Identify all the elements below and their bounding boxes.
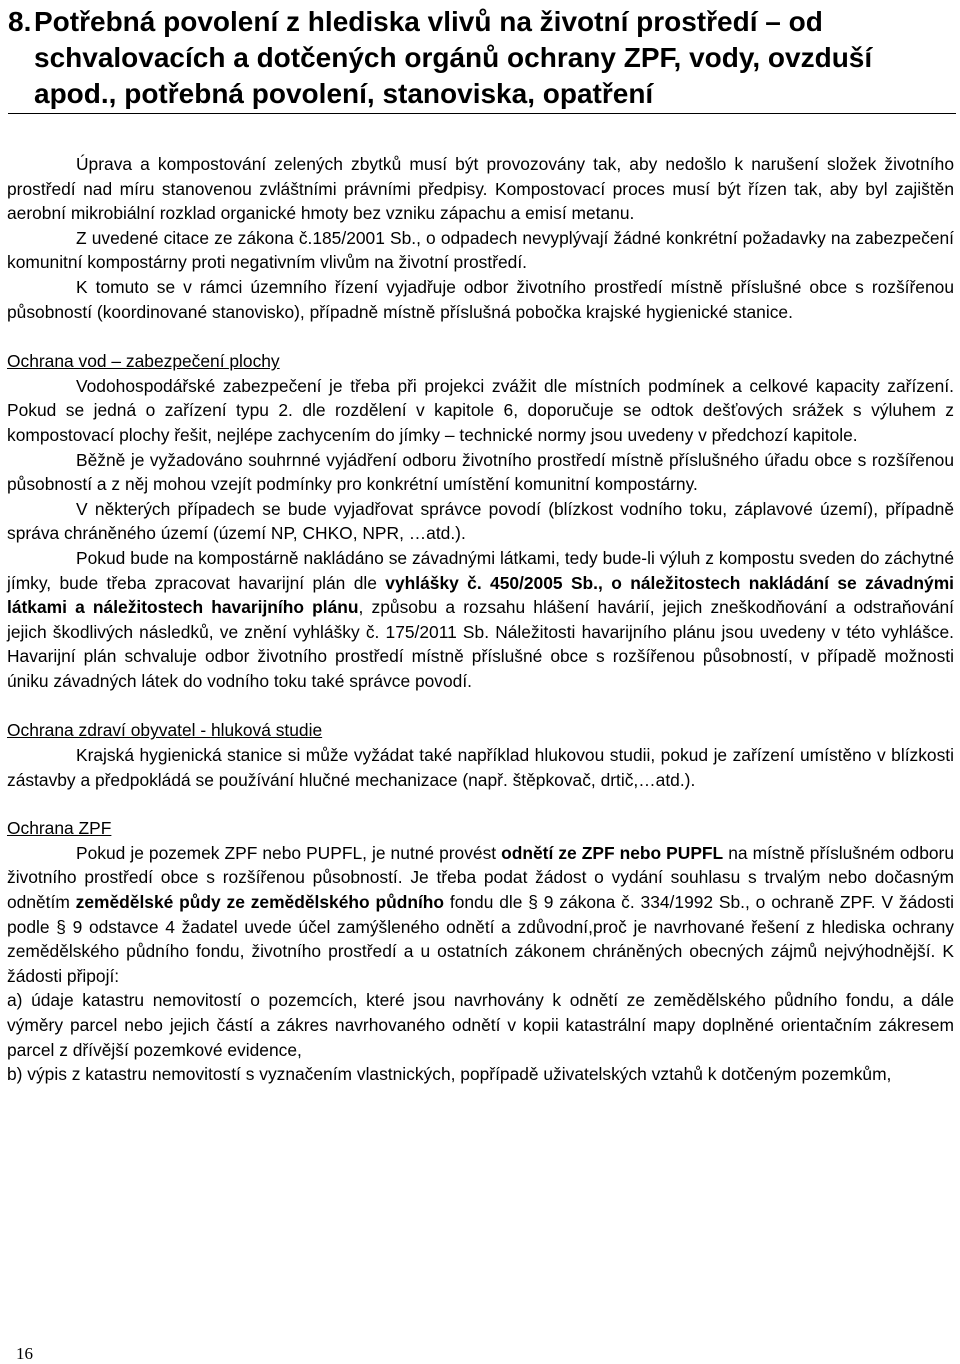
water-paragraph-1: Vodohospodářské zabezpečení je třeba při projekci zvážit dle místních podmínek a celkové kapacity zařízení. Pokud se jedná o zařízení typu 2. dle rozdělení v kapitole 6, doporučuje se odtok dešťových srážek s výluhem z kompostovací plochy řešit, nejlépe zachycením do jímky – technické normy jsou uvedeny v předchozí kapitole. xyxy=(7,375,954,445)
zpf-p1-bold-1: odnětí ze ZPF nebo PUPFL xyxy=(501,842,724,863)
intro-paragraph-1: Úprava a kompostování zelených zbytků musí být provozovány tak, aby nedošlo k narušení složek životního prostředí nad míru stanovenou zvláštními právními předpisy. Kompostovací proces musí být řízen tak, aby byl zajištěn aerobní mikrobiální rozklad organické hmoty bez vzniku zápachu a emisí metanu. xyxy=(7,154,954,224)
page-number: 16 xyxy=(16,1344,33,1363)
zpf-paragraph-1 xyxy=(7,841,954,989)
document-body xyxy=(7,152,954,1087)
subheading-zpf: Ochrana ZPF xyxy=(7,818,112,839)
water-p4-bold: vyhlášky č. 450/2005 Sb., o náležitostech nakládání se závadnými látkami a náležitostech havarijního plánu xyxy=(7,572,954,618)
section-number: 8. xyxy=(8,6,32,37)
zpf-p1-text-e: fondu dle § 9 zákona č. 334/1992 Sb., o ochraně ZPF. V žádosti podle § 9 odstavce 4 žadatel uvede účel zamýšleného odnětí a zdůvodní,proč je navrhované řešení z hlediska ochrany zemědělského půdního fondu, životního prostředí a u ostatních zákonem chráněných obecných zájmů nejvýhodnější. K žádosti připojí: xyxy=(7,892,954,986)
water-paragraph-3: V některých případech se bude vyjadřovat správce povodí (blízkost vodního toku, záplavové území), případně správa chráněného území (území NP, CHKO, NPR, …atd.). xyxy=(7,498,954,544)
intro-paragraph-2: Z uvedené citace ze zákona č.185/2001 Sb., o odpadech nevyplývají žádné konkrétní požadavky na zabezpečení komunitní kompostárny proti negativním vlivům na životní prostředí. xyxy=(7,227,954,273)
health-paragraph-1: Krajská hygienická stanice si může vyžádat také například hlukovou studii, pokud je zařízení umístěno v blízkosti zástavby a předpokládá se používání hlučné mechanizace (např. štěpkovač, drtič,…atd.). xyxy=(7,745,954,790)
zpf-list-item-b: b) výpis z katastru nemovitostí s vyznačením vlastnických, popřípadě uživatelských vztahů k dotčeným pozemkům, xyxy=(7,1064,892,1085)
water-paragraph-4 xyxy=(7,546,954,694)
section-title: Potřebná povolení z hlediska vlivů na životní prostředí – od schvalovacích a dotčených orgánů ochrany ZPF, vody, ovzduší apod., potřebná povolení, stanoviska, opatření xyxy=(34,6,873,109)
zpf-p1-text-a: Pokud je pozemek ZPF nebo PUPFL, je nutné provést xyxy=(76,842,502,863)
water-paragraph-2: Běžně je vyžadováno souhrnné vyjádření odboru životního prostředí místně příslušného úřadu obce s rozšířenou působností a z něj mohou vzejít podmínky pro konkrétní umístění komunitní kompostárny. xyxy=(7,449,954,495)
water-p4-text-a: Pokud bude na kompostárně nakládáno se závadnými látkami, tedy bude-li výluh z kompostu sveden do záchytné jímky, bude třeba zpracovat havarijní plán dle xyxy=(7,547,954,593)
zpf-p1-text-c: na místně příslušném odboru životního prostředí obce s rozšířenou působností. Je třeba podat žádost o vydání souhlasu s trvalým nebo dočasným odnětím xyxy=(7,842,955,913)
intro-paragraph-3: K tomuto se v rámci územního řízení vyjadřuje odbor životního prostředí místně příslušné obce s rozšířenou působností (koordinované stanovisko), případně místně příslušná pobočka krajské hygienické stanice. xyxy=(7,276,954,322)
zpf-list-item-a: a) údaje katastru nemovitostí o pozemcích, které jsou navrhovány k odnětí ze zemědělského půdního fondu, a dále výměry parcel nebo jejich částí a zákres navrhovaného odnětí v kopii katastrální mapy doplněné orientačním zákresem parcel z dřívější pozemkové evidence, xyxy=(7,990,954,1060)
zpf-p1-bold-2: zemědělské půdy ze zemědělského půdního xyxy=(75,892,445,913)
water-p4-text-c: , způsobu a rozsahu hlášení havárií, jejich zneškodňování a odstraňování jejich škodlivých následků, ve znění vyhlášky č. 175/2011 Sb. Náležitosti havarijního plánu jsou uvedeny v této vyhlášce. Havarijní plán schvaluje odbor životního prostředí místně příslušné obce s rozšířenou působností, v případě možnosti úniku závadných látek do vodního toku také správce povodí. xyxy=(7,597,954,691)
subheading-health: Ochrana zdraví obyvatel - hluková studie xyxy=(7,720,323,741)
subheading-water: Ochrana vod – zabezpečení plochy xyxy=(7,351,280,372)
section-heading xyxy=(8,4,956,114)
